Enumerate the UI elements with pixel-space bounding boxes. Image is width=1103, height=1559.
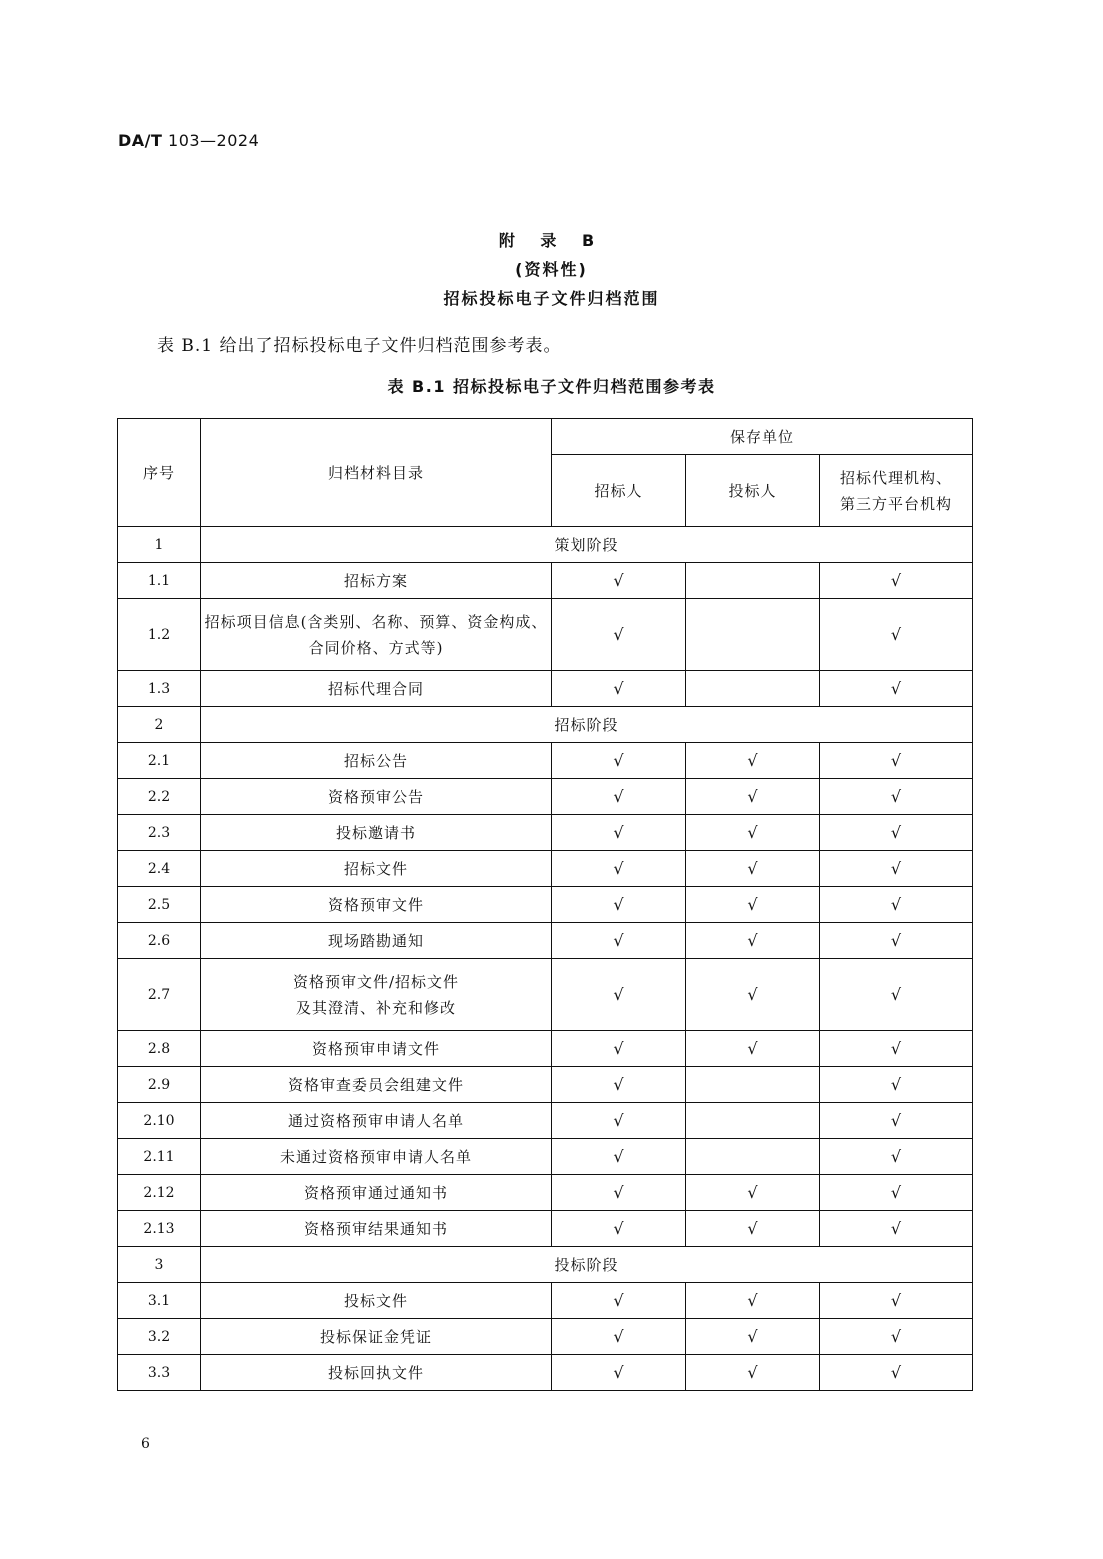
check-bidder: √	[686, 1283, 820, 1319]
item-seq: 2.5	[118, 887, 201, 923]
header-seq: 序号	[118, 419, 201, 527]
item-name: 资格审查委员会组建文件	[287, 1075, 464, 1094]
item-name-cell	[201, 1103, 552, 1139]
item-seq: 3.3	[118, 1355, 201, 1391]
item-name: 招标代理合同	[327, 679, 424, 698]
table-row	[118, 563, 973, 599]
check-tenderer: √	[552, 1211, 686, 1247]
table-row	[118, 1031, 973, 1067]
check-tenderer: √	[552, 671, 686, 707]
check-tenderer: √	[552, 743, 686, 779]
table-row	[118, 1319, 973, 1355]
check-bidder	[686, 1067, 820, 1103]
table-row	[118, 923, 973, 959]
item-name-cell	[201, 599, 552, 671]
item-name: 资格预审文件/招标文件	[292, 972, 460, 991]
item-seq: 3.2	[118, 1319, 201, 1355]
table-row	[118, 1067, 973, 1103]
check-agency: √	[820, 1283, 973, 1319]
check-bidder: √	[686, 815, 820, 851]
item-seq: 1.3	[118, 671, 201, 707]
item-seq: 3.1	[118, 1283, 201, 1319]
stage-seq: 2	[118, 707, 201, 743]
item-name: 招标公告	[343, 751, 408, 770]
check-agency: √	[820, 887, 973, 923]
item-name: 资格预审公告	[327, 787, 424, 806]
stage-label: 投标阶段	[201, 1247, 973, 1283]
check-tenderer: √	[552, 1139, 686, 1175]
check-bidder: √	[686, 779, 820, 815]
header-storage-unit: 保存单位	[552, 419, 973, 455]
item-seq: 2.9	[118, 1067, 201, 1103]
table-row	[118, 743, 973, 779]
item-seq: 2.8	[118, 1031, 201, 1067]
table-row	[118, 1283, 973, 1319]
check-tenderer: √	[552, 1031, 686, 1067]
table-row	[118, 1175, 973, 1211]
item-name-cell	[201, 743, 552, 779]
check-agency: √	[820, 779, 973, 815]
item-name-cell	[201, 923, 552, 959]
check-bidder: √	[686, 887, 820, 923]
item-name-cell	[201, 671, 552, 707]
check-agency: √	[820, 923, 973, 959]
item-name-cell	[201, 815, 552, 851]
check-agency: √	[820, 599, 973, 671]
table-row	[118, 779, 973, 815]
stage-row	[118, 527, 973, 563]
item-name-cell	[201, 1283, 552, 1319]
item-name: 投标文件	[343, 1291, 408, 1310]
item-name-cell	[201, 563, 552, 599]
item-name: 投标邀请书	[335, 823, 416, 842]
document-code-prefix: DA/T	[118, 131, 163, 150]
item-seq: 2.11	[118, 1139, 201, 1175]
check-tenderer: √	[552, 1175, 686, 1211]
item-name-line2: 合同价格、方式等)	[308, 638, 444, 657]
item-name-cell	[201, 1139, 552, 1175]
item-name: 现场踏勘通知	[327, 931, 424, 950]
intro-paragraph: 表 B.1 给出了招标投标电子文件归档范围参考表。	[157, 336, 562, 356]
item-seq: 2.4	[118, 851, 201, 887]
item-name: 资格预审结果通知书	[303, 1219, 448, 1238]
table-row	[118, 887, 973, 923]
item-name-cell	[201, 1355, 552, 1391]
check-agency: √	[820, 1139, 973, 1175]
check-agency: √	[820, 1175, 973, 1211]
header-agency	[820, 455, 973, 527]
item-seq: 2.2	[118, 779, 201, 815]
check-bidder	[686, 563, 820, 599]
item-name: 招标文件	[343, 859, 408, 878]
item-seq: 2.13	[118, 1211, 201, 1247]
header-tenderer: 招标人	[552, 455, 686, 527]
item-name-cell	[201, 1067, 552, 1103]
item-name-cell	[201, 959, 552, 1031]
check-tenderer: √	[552, 1319, 686, 1355]
check-bidder: √	[686, 1031, 820, 1067]
check-bidder: √	[686, 1355, 820, 1391]
check-tenderer: √	[552, 887, 686, 923]
header-catalog: 归档材料目录	[201, 419, 552, 527]
item-name: 资格预审文件	[327, 895, 424, 914]
check-agency: √	[820, 743, 973, 779]
check-agency: √	[820, 1031, 973, 1067]
appendix-subject: 招标投标电子文件归档范围	[443, 289, 660, 308]
table-row	[118, 815, 973, 851]
stage-label: 策划阶段	[201, 527, 973, 563]
table-row	[118, 1103, 973, 1139]
table-row	[118, 959, 973, 1031]
table-caption: 表 B.1 招标投标电子文件归档范围参考表	[387, 377, 716, 396]
item-name-cell	[201, 887, 552, 923]
check-tenderer: √	[552, 1355, 686, 1391]
check-agency: √	[820, 1103, 973, 1139]
check-bidder: √	[686, 1211, 820, 1247]
header-agency-line2: 第三方平台机构	[839, 494, 952, 513]
check-agency: √	[820, 1067, 973, 1103]
document-code	[118, 131, 259, 150]
check-tenderer: √	[552, 1067, 686, 1103]
check-agency: √	[820, 1355, 973, 1391]
check-tenderer: √	[552, 1103, 686, 1139]
check-bidder	[686, 1103, 820, 1139]
check-bidder: √	[686, 1319, 820, 1355]
check-bidder	[686, 671, 820, 707]
page-number: 6	[141, 1436, 150, 1452]
item-seq: 1.1	[118, 563, 201, 599]
item-name: 资格预审通过通知书	[303, 1183, 448, 1202]
item-seq: 1.2	[118, 599, 201, 671]
check-agency: √	[820, 851, 973, 887]
item-seq: 2.10	[118, 1103, 201, 1139]
item-name-cell	[201, 1319, 552, 1355]
table-row	[118, 1355, 973, 1391]
item-name-line2: 及其澄清、补充和修改	[295, 998, 456, 1017]
table-row	[118, 599, 973, 671]
check-agency: √	[820, 959, 973, 1031]
item-seq: 2.3	[118, 815, 201, 851]
check-bidder: √	[686, 959, 820, 1031]
item-name-cell	[201, 1175, 552, 1211]
header-agency-line1: 招标代理机构、	[839, 468, 952, 487]
check-tenderer: √	[552, 779, 686, 815]
stage-seq: 1	[118, 527, 201, 563]
stage-row	[118, 707, 973, 743]
item-name: 资格预审申请文件	[311, 1039, 440, 1058]
table-row	[118, 851, 973, 887]
appendix-type: (资料性)	[515, 260, 588, 279]
item-seq: 2.12	[118, 1175, 201, 1211]
check-tenderer: √	[552, 959, 686, 1031]
table-row	[118, 1139, 973, 1175]
check-agency: √	[820, 671, 973, 707]
check-agency: √	[820, 815, 973, 851]
item-name: 通过资格预审申请人名单	[287, 1111, 464, 1130]
appendix-title: 附 录 B	[498, 231, 605, 250]
item-seq: 2.7	[118, 959, 201, 1031]
stage-label: 招标阶段	[201, 707, 973, 743]
check-bidder: √	[686, 851, 820, 887]
document-code-number: 103—2024	[168, 131, 260, 150]
check-bidder	[686, 599, 820, 671]
header-bidder: 投标人	[686, 455, 820, 527]
check-bidder	[686, 1139, 820, 1175]
table-row	[118, 671, 973, 707]
check-agency: √	[820, 1211, 973, 1247]
table-row	[118, 1211, 973, 1247]
item-name-cell	[201, 851, 552, 887]
check-bidder: √	[686, 743, 820, 779]
item-name: 未通过资格预审申请人名单	[279, 1147, 472, 1166]
check-agency: √	[820, 563, 973, 599]
check-tenderer: √	[552, 563, 686, 599]
item-name-cell	[201, 1211, 552, 1247]
check-bidder: √	[686, 923, 820, 959]
item-name-cell	[201, 779, 552, 815]
item-name: 招标方案	[343, 571, 408, 590]
check-agency: √	[820, 1319, 973, 1355]
stage-row	[118, 1247, 973, 1283]
table-body	[118, 527, 973, 1391]
check-bidder: √	[686, 1175, 820, 1211]
item-name: 投标回执文件	[327, 1363, 424, 1382]
check-tenderer: √	[552, 815, 686, 851]
stage-seq: 3	[118, 1247, 201, 1283]
check-tenderer: √	[552, 851, 686, 887]
item-name: 招标项目信息(含类别、名称、预算、资金构成、	[204, 612, 548, 631]
item-name: 投标保证金凭证	[319, 1327, 432, 1346]
item-name-cell	[201, 1031, 552, 1067]
check-tenderer: √	[552, 1283, 686, 1319]
item-seq: 2.1	[118, 743, 201, 779]
check-tenderer: √	[552, 599, 686, 671]
archive-scope-table	[117, 418, 973, 1391]
item-seq: 2.6	[118, 923, 201, 959]
check-tenderer: √	[552, 923, 686, 959]
